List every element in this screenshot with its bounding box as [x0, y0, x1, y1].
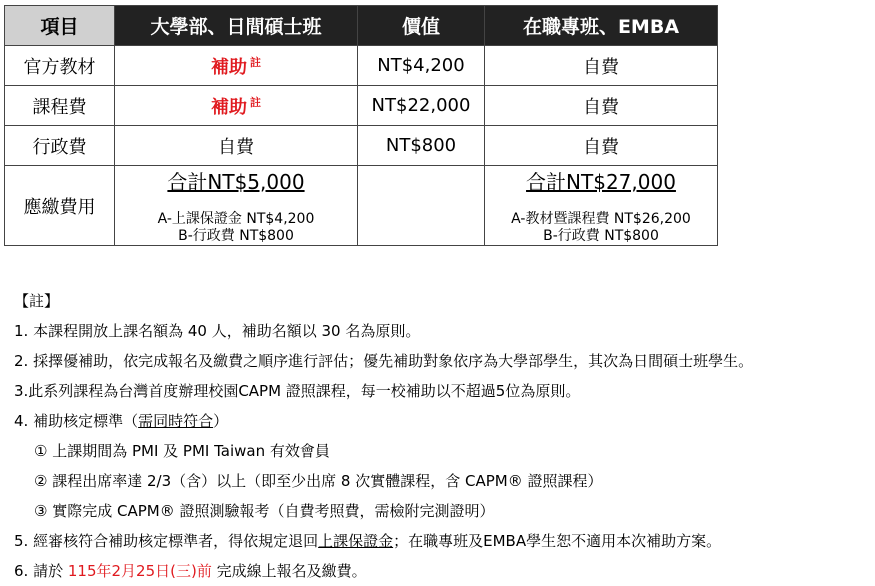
row-item: 官方教材 — [5, 46, 115, 86]
note-6-prefix: 6. 請於 — [14, 562, 68, 580]
total-value-empty — [358, 166, 485, 246]
fee-table — [4, 5, 718, 246]
note-4 — [14, 406, 753, 436]
note-5-underline: 上課保證金 — [318, 532, 394, 550]
subsidy-label: 補助 — [211, 56, 247, 78]
total-student — [115, 166, 358, 246]
note-2: 2. 採擇優補助，依完成報名及繳費之順序進行評估；優先補助對象依序為大學部學生，其次為日間碩士班學生。 — [14, 352, 754, 370]
emba-breakdown-b: B-行政費 NT$800 — [543, 228, 659, 244]
row-student: 自費 — [115, 126, 358, 166]
row-value: NT$800 — [358, 126, 485, 166]
emba-breakdown-a: A-教材暨課程費 NT$26,200 — [511, 211, 691, 227]
note-1: 1. 本課程開放上課名額為 40 人，補助名額以 30 名為原則。 — [14, 322, 421, 340]
row-emba: 自費 — [485, 86, 718, 126]
row-item: 課程費 — [5, 86, 115, 126]
table-row — [5, 86, 718, 126]
note-4-suffix: ） — [213, 412, 229, 430]
row-value: NT$4,200 — [358, 46, 485, 86]
note-mark: 註 — [250, 55, 261, 69]
note-5-suffix: ；在職專班及EMBA學生恕不適用本次補助方案。 — [393, 532, 722, 550]
note-4-prefix: 4. 補助核定標準（ — [14, 412, 139, 430]
row-emba: 自費 — [485, 126, 718, 166]
note-3: 3.此系列課程為台灣首度辦理校園CAPM 證照課程，每一校補助以不超過5位為原則。 — [14, 382, 581, 400]
row-value: NT$22,000 — [358, 86, 485, 126]
table-row — [5, 46, 718, 86]
table-header-row — [5, 6, 718, 46]
notes-section — [14, 286, 753, 586]
subsidy-label: 補助 — [211, 96, 247, 118]
header-emba: 在職專班、EMBA — [485, 6, 718, 46]
note-6 — [14, 556, 753, 586]
total-item: 應繳費用 — [5, 166, 115, 246]
note-4-item-2: ② 課程出席率達 2/3（含）以上（即至少出席 8 次實體課程，含 CAPM® 證照課程） — [34, 472, 603, 490]
notes-heading: 【註】 — [14, 292, 60, 310]
student-total: 合計NT$5,000 — [167, 170, 305, 194]
note-5 — [14, 526, 753, 556]
header-value: 價值 — [358, 6, 485, 46]
note-6-suffix: 完成線上報名及繳費。 — [211, 562, 367, 580]
student-breakdown-a: A-上課保證金 NT$4,200 — [157, 211, 315, 227]
row-student — [115, 46, 358, 86]
table-row — [5, 126, 718, 166]
header-student: 大學部、日間碩士班 — [115, 6, 358, 46]
note-4-underline: 需同時符合 — [138, 412, 214, 430]
total-emba — [485, 166, 718, 246]
note-4-item-3: ③ 實際完成 CAPM® 證照測驗報考（自費考照費，需檢附完測證明） — [34, 502, 495, 520]
note-mark: 註 — [250, 95, 261, 109]
student-breakdown-b: B-行政費 NT$800 — [178, 228, 294, 244]
row-item: 行政費 — [5, 126, 115, 166]
header-item: 項目 — [5, 6, 115, 46]
row-student — [115, 86, 358, 126]
note-4-item-1: ① 上課期間為 PMI 及 PMI Taiwan 有效會員 — [34, 442, 330, 460]
deadline-date: 115年2月25日(三)前 — [67, 562, 212, 580]
total-row — [5, 166, 718, 246]
note-5-prefix: 5. 經審核符合補助核定標準者，得依規定退回 — [14, 532, 319, 550]
row-emba: 自費 — [485, 46, 718, 86]
emba-total: 合計NT$27,000 — [526, 170, 676, 194]
